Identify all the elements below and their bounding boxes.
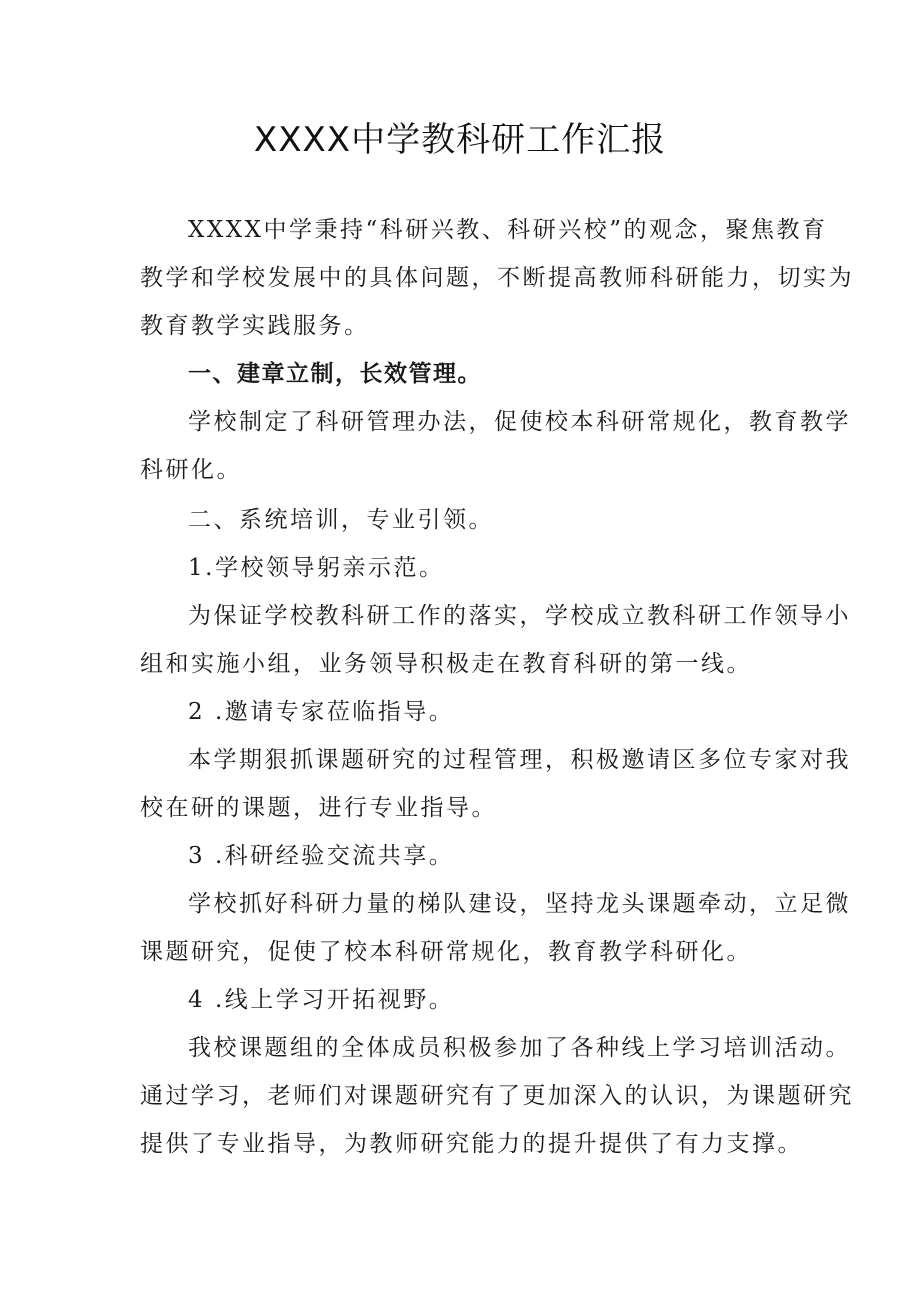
item-2-heading-text: 2 .邀请专家莅临指导。 xyxy=(188,699,455,725)
intro-line-3: 教育教学实践服务。 xyxy=(140,313,370,339)
document-title: XXXX中学教科研工作汇报 xyxy=(253,120,667,160)
item-4-heading xyxy=(140,976,788,1024)
section-1-heading-text: 一、建章立制，长效管理。 xyxy=(188,361,482,387)
item-3-heading-text: 3 .科研经验交流共享。 xyxy=(188,843,455,869)
item-4-heading-text: 4 .线上学习开拓视野。 xyxy=(188,987,455,1013)
item-1-heading xyxy=(140,544,788,592)
item-4-paragraph xyxy=(140,1024,854,1168)
section-1-paragraph xyxy=(140,398,851,494)
section-2-heading xyxy=(140,496,788,544)
item-4-line-2: 通过学习，老师们对课题研究有了更加深入的认识，为课题研究 xyxy=(140,1083,854,1109)
item-3-heading xyxy=(140,832,788,880)
item-3-line-2: 课题研究，促使了校本科研常规化，教育教学科研化。 xyxy=(140,939,752,965)
item-2-line-1: 本学期狠抓课题研究的过程管理，积极邀请区多位专家对我 xyxy=(188,747,851,773)
item-1-line-2: 组和实施小组，业务领导积极走在教育科研的第一线。 xyxy=(140,651,752,677)
section-1-line-2: 科研化。 xyxy=(140,457,242,483)
item-2-line-2: 校在研的课题，进行专业指导。 xyxy=(140,795,497,821)
item-2-heading xyxy=(140,688,788,736)
item-1-paragraph xyxy=(140,592,851,688)
item-3-line-1: 学校抓好科研力量的梯队建设，坚持龙头课题牵动，立足微 xyxy=(188,891,851,917)
section-1-heading xyxy=(140,350,788,398)
intro-paragraph xyxy=(140,206,854,350)
intro-line-1: XXXX中学秉持“科研兴教、科研兴校”的观念，聚焦教育 xyxy=(188,217,828,243)
item-1-heading-text: 1.学校领导躬亲示范。 xyxy=(188,555,445,581)
item-4-line-1: 我校课题组的全体成员积极参加了各种线上学习培训活动。 xyxy=(188,1035,851,1061)
intro-line-2: 教学和学校发展中的具体问题，不断提高教师科研能力，切实为 xyxy=(140,265,854,291)
item-4-line-3: 提供了专业指导，为教师研究能力的提升提供了有力支撑。 xyxy=(140,1131,803,1157)
item-1-line-1: 为保证学校教科研工作的落实，学校成立教科研工作领导小 xyxy=(188,603,851,629)
section-2-heading-text: 二、系统培训，专业引领。 xyxy=(188,507,494,533)
item-3-paragraph xyxy=(140,880,851,976)
item-2-paragraph xyxy=(140,736,851,832)
section-1-line-1: 学校制定了科研管理办法，促使校本科研常规化，教育教学 xyxy=(188,409,851,435)
